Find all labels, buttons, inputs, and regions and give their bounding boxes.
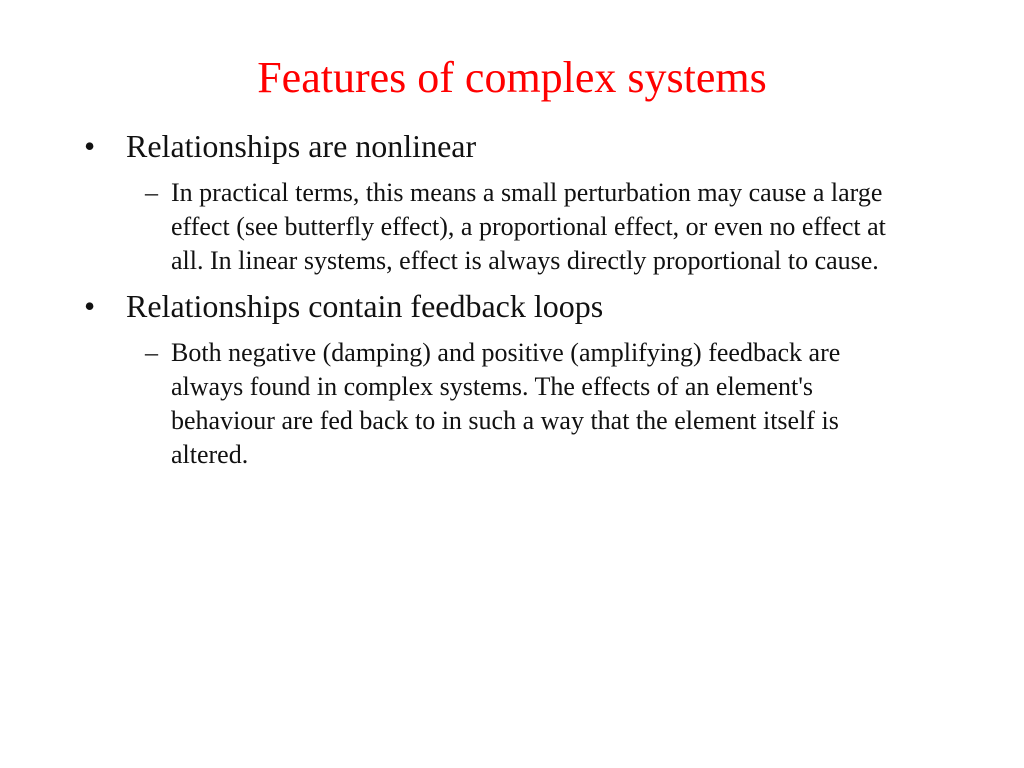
text-line: effect (see butterfly effect), a proportional effect, or even no effect at — [171, 212, 886, 241]
text-line: In practical terms, this means a small perturbation may cause a large — [171, 178, 883, 207]
sub-bullet-text — [171, 336, 971, 472]
bullet-text: Relationships are nonlinear — [126, 128, 477, 164]
sub-bullet-marker: – — [145, 178, 158, 207]
slide-title: Features of complex systems — [257, 53, 767, 102]
sub-bullet-marker: – — [145, 338, 158, 367]
text-line: altered. — [171, 440, 249, 469]
bullet-item — [0, 126, 1024, 278]
sub-bullet-text — [171, 176, 971, 278]
sub-bullet — [0, 176, 1024, 278]
text-line: always found in complex systems. The effects of an element's — [171, 372, 814, 401]
bullet-row — [0, 286, 1024, 326]
text-line: behaviour are fed back to in such a way that the element itself is — [171, 406, 839, 435]
bullet-marker: • — [84, 288, 96, 324]
bullet-text: Relationships contain feedback loops — [126, 288, 604, 324]
slide-content — [0, 126, 1024, 472]
text-line: Both negative (damping) and positive (amplifying) feedback are — [171, 338, 841, 367]
text-line: all. In linear systems, effect is always directly proportional to cause. — [171, 246, 879, 275]
bullet-row — [0, 126, 1024, 166]
sub-bullet — [0, 336, 1024, 472]
bullet-marker: • — [84, 128, 96, 164]
bullet-item — [0, 286, 1024, 472]
